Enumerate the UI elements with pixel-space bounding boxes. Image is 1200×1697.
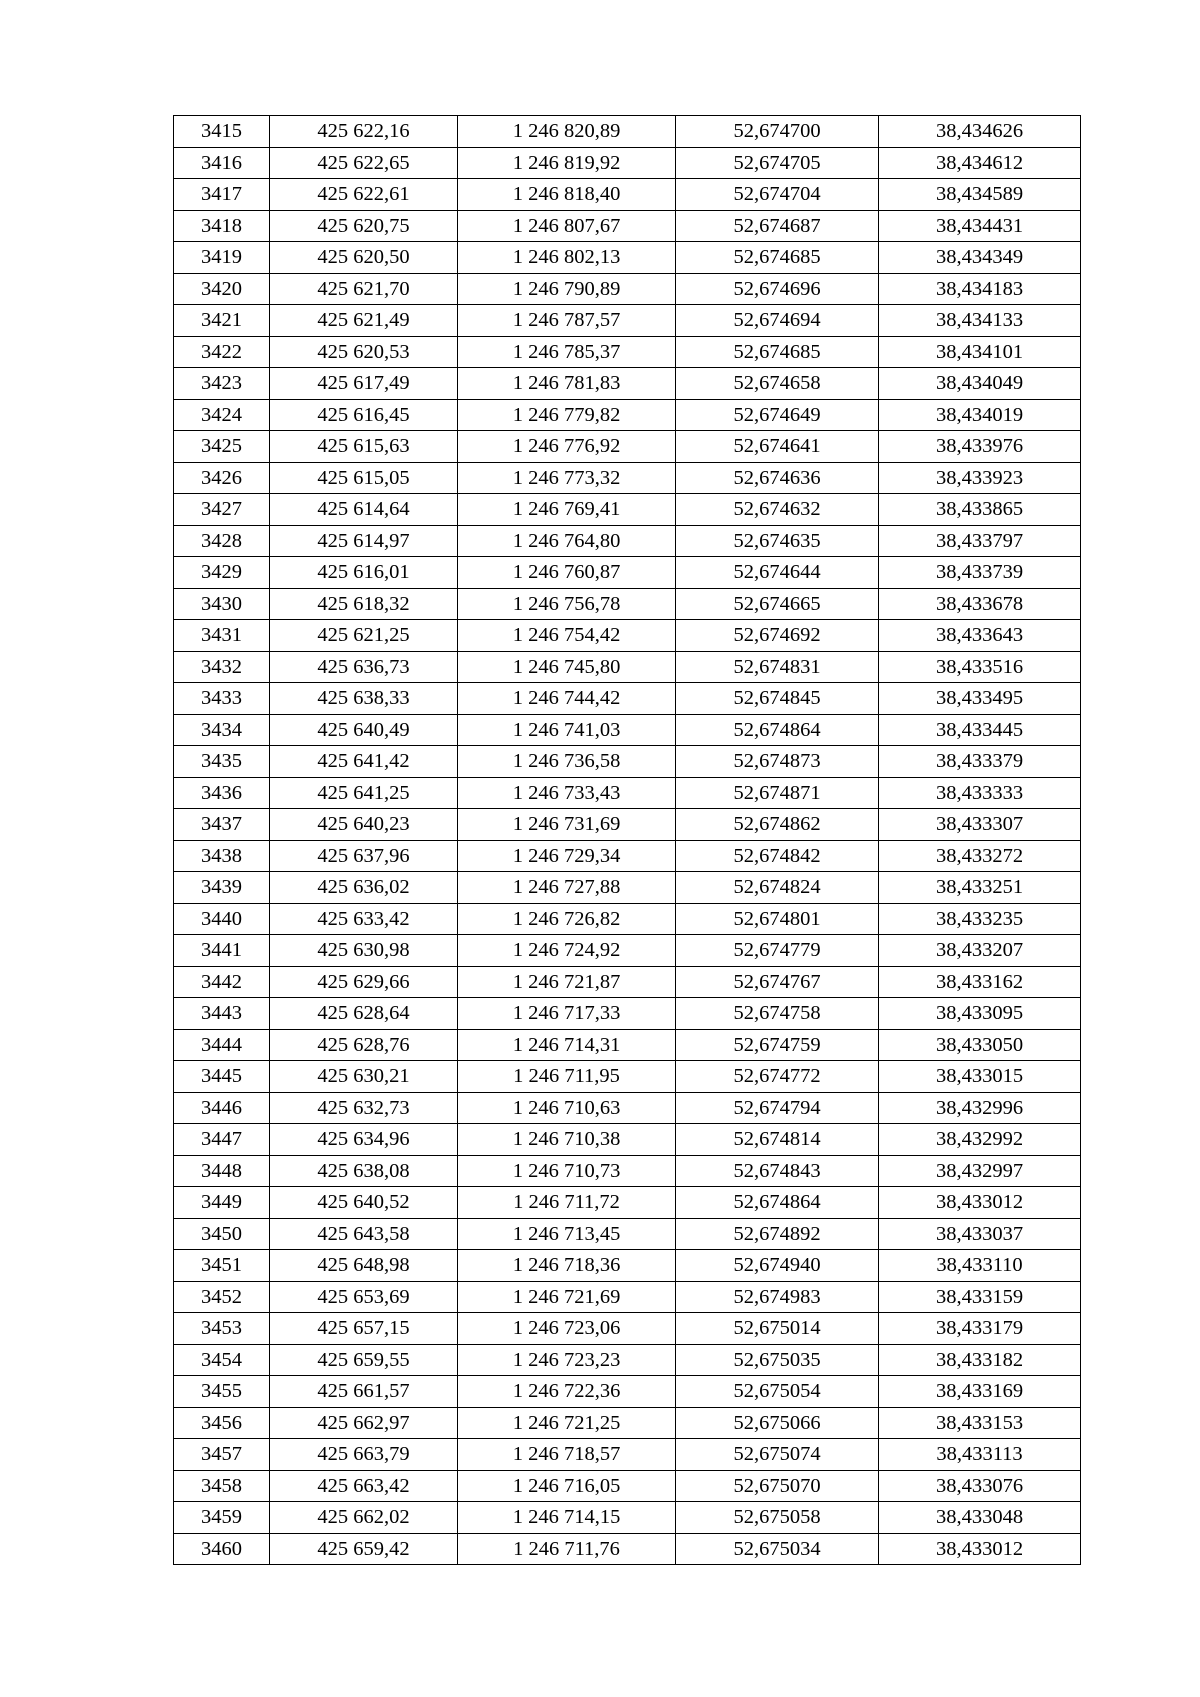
x-coordinate-cell: 425 657,15 <box>270 1313 458 1345</box>
point-number-cell: 3426 <box>174 462 270 494</box>
x-coordinate-cell: 425 614,64 <box>270 494 458 526</box>
point-number-cell: 3417 <box>174 179 270 211</box>
y-coordinate-cell: 1 246 785,37 <box>458 336 676 368</box>
longitude-cell: 38,434019 <box>879 399 1081 431</box>
x-coordinate-cell: 425 630,98 <box>270 935 458 967</box>
x-coordinate-cell: 425 615,63 <box>270 431 458 463</box>
table-row <box>174 557 1081 589</box>
x-coordinate-cell: 425 634,96 <box>270 1124 458 1156</box>
latitude-cell: 52,674814 <box>676 1124 879 1156</box>
point-number-cell: 3421 <box>174 305 270 337</box>
table-row <box>174 903 1081 935</box>
x-coordinate-cell: 425 661,57 <box>270 1376 458 1408</box>
y-coordinate-cell: 1 246 713,45 <box>458 1218 676 1250</box>
point-number-cell: 3419 <box>174 242 270 274</box>
point-number-cell: 3431 <box>174 620 270 652</box>
x-coordinate-cell: 425 648,98 <box>270 1250 458 1282</box>
table-row <box>174 809 1081 841</box>
y-coordinate-cell: 1 246 744,42 <box>458 683 676 715</box>
latitude-cell: 52,675034 <box>676 1533 879 1565</box>
latitude-cell: 52,674864 <box>676 714 879 746</box>
table-row <box>174 525 1081 557</box>
x-coordinate-cell: 425 636,73 <box>270 651 458 683</box>
y-coordinate-cell: 1 246 722,36 <box>458 1376 676 1408</box>
latitude-cell: 52,674705 <box>676 147 879 179</box>
x-coordinate-cell: 425 640,23 <box>270 809 458 841</box>
point-number-cell: 3427 <box>174 494 270 526</box>
longitude-cell: 38,432997 <box>879 1155 1081 1187</box>
x-coordinate-cell: 425 653,69 <box>270 1281 458 1313</box>
longitude-cell: 38,433037 <box>879 1218 1081 1250</box>
point-number-cell: 3447 <box>174 1124 270 1156</box>
y-coordinate-cell: 1 246 724,92 <box>458 935 676 967</box>
table-row <box>174 1124 1081 1156</box>
y-coordinate-cell: 1 246 710,63 <box>458 1092 676 1124</box>
latitude-cell: 52,674658 <box>676 368 879 400</box>
point-number-cell: 3433 <box>174 683 270 715</box>
latitude-cell: 52,674665 <box>676 588 879 620</box>
latitude-cell: 52,674779 <box>676 935 879 967</box>
y-coordinate-cell: 1 246 726,82 <box>458 903 676 935</box>
y-coordinate-cell: 1 246 710,38 <box>458 1124 676 1156</box>
x-coordinate-cell: 425 638,08 <box>270 1155 458 1187</box>
y-coordinate-cell: 1 246 721,69 <box>458 1281 676 1313</box>
longitude-cell: 38,433797 <box>879 525 1081 557</box>
longitude-cell: 38,433153 <box>879 1407 1081 1439</box>
longitude-cell: 38,433179 <box>879 1313 1081 1345</box>
latitude-cell: 52,674644 <box>676 557 879 589</box>
point-number-cell: 3449 <box>174 1187 270 1219</box>
point-number-cell: 3458 <box>174 1470 270 1502</box>
point-number-cell: 3420 <box>174 273 270 305</box>
x-coordinate-cell: 425 662,02 <box>270 1502 458 1534</box>
table-row <box>174 1376 1081 1408</box>
x-coordinate-cell: 425 638,33 <box>270 683 458 715</box>
point-number-cell: 3415 <box>174 116 270 148</box>
y-coordinate-cell: 1 246 711,95 <box>458 1061 676 1093</box>
x-coordinate-cell: 425 622,61 <box>270 179 458 211</box>
x-coordinate-cell: 425 640,49 <box>270 714 458 746</box>
y-coordinate-cell: 1 246 714,31 <box>458 1029 676 1061</box>
y-coordinate-cell: 1 246 781,83 <box>458 368 676 400</box>
latitude-cell: 52,674767 <box>676 966 879 998</box>
longitude-cell: 38,433976 <box>879 431 1081 463</box>
coordinates-table <box>173 115 1081 1565</box>
point-number-cell: 3435 <box>174 746 270 778</box>
longitude-cell: 38,434589 <box>879 179 1081 211</box>
longitude-cell: 38,433159 <box>879 1281 1081 1313</box>
latitude-cell: 52,674983 <box>676 1281 879 1313</box>
longitude-cell: 38,433923 <box>879 462 1081 494</box>
point-number-cell: 3452 <box>174 1281 270 1313</box>
table-row <box>174 840 1081 872</box>
table-row <box>174 1533 1081 1565</box>
y-coordinate-cell: 1 246 716,05 <box>458 1470 676 1502</box>
table-row <box>174 746 1081 778</box>
table-row <box>174 1344 1081 1376</box>
x-coordinate-cell: 425 641,42 <box>270 746 458 778</box>
table-row <box>174 179 1081 211</box>
y-coordinate-cell: 1 246 736,58 <box>458 746 676 778</box>
y-coordinate-cell: 1 246 764,80 <box>458 525 676 557</box>
longitude-cell: 38,433445 <box>879 714 1081 746</box>
table-row <box>174 242 1081 274</box>
longitude-cell: 38,434349 <box>879 242 1081 274</box>
x-coordinate-cell: 425 629,66 <box>270 966 458 998</box>
latitude-cell: 52,675035 <box>676 1344 879 1376</box>
point-number-cell: 3434 <box>174 714 270 746</box>
longitude-cell: 38,433110 <box>879 1250 1081 1282</box>
latitude-cell: 52,674794 <box>676 1092 879 1124</box>
latitude-cell: 52,674845 <box>676 683 879 715</box>
table-row <box>174 116 1081 148</box>
latitude-cell: 52,674641 <box>676 431 879 463</box>
point-number-cell: 3440 <box>174 903 270 935</box>
latitude-cell: 52,674758 <box>676 998 879 1030</box>
x-coordinate-cell: 425 614,97 <box>270 525 458 557</box>
longitude-cell: 38,433739 <box>879 557 1081 589</box>
latitude-cell: 52,674636 <box>676 462 879 494</box>
y-coordinate-cell: 1 246 819,92 <box>458 147 676 179</box>
table-row <box>174 1313 1081 1345</box>
y-coordinate-cell: 1 246 721,25 <box>458 1407 676 1439</box>
x-coordinate-cell: 425 620,75 <box>270 210 458 242</box>
x-coordinate-cell: 425 636,02 <box>270 872 458 904</box>
point-number-cell: 3454 <box>174 1344 270 1376</box>
latitude-cell: 52,675066 <box>676 1407 879 1439</box>
point-number-cell: 3442 <box>174 966 270 998</box>
latitude-cell: 52,674772 <box>676 1061 879 1093</box>
point-number-cell: 3459 <box>174 1502 270 1534</box>
point-number-cell: 3437 <box>174 809 270 841</box>
longitude-cell: 38,433012 <box>879 1533 1081 1565</box>
table-row <box>174 210 1081 242</box>
latitude-cell: 52,674843 <box>676 1155 879 1187</box>
x-coordinate-cell: 425 616,01 <box>270 557 458 589</box>
point-number-cell: 3460 <box>174 1533 270 1565</box>
x-coordinate-cell: 425 622,65 <box>270 147 458 179</box>
x-coordinate-cell: 425 659,42 <box>270 1533 458 1565</box>
longitude-cell: 38,433333 <box>879 777 1081 809</box>
table-row <box>174 1155 1081 1187</box>
x-coordinate-cell: 425 617,49 <box>270 368 458 400</box>
y-coordinate-cell: 1 246 754,42 <box>458 620 676 652</box>
table-row <box>174 336 1081 368</box>
latitude-cell: 52,675014 <box>676 1313 879 1345</box>
latitude-cell: 52,674831 <box>676 651 879 683</box>
point-number-cell: 3430 <box>174 588 270 620</box>
point-number-cell: 3416 <box>174 147 270 179</box>
longitude-cell: 38,433095 <box>879 998 1081 1030</box>
latitude-cell: 52,674824 <box>676 872 879 904</box>
latitude-cell: 52,675074 <box>676 1439 879 1471</box>
point-number-cell: 3445 <box>174 1061 270 1093</box>
point-number-cell: 3428 <box>174 525 270 557</box>
point-number-cell: 3424 <box>174 399 270 431</box>
latitude-cell: 52,674687 <box>676 210 879 242</box>
y-coordinate-cell: 1 246 820,89 <box>458 116 676 148</box>
table-row <box>174 399 1081 431</box>
latitude-cell: 52,674864 <box>676 1187 879 1219</box>
x-coordinate-cell: 425 622,16 <box>270 116 458 148</box>
longitude-cell: 38,432996 <box>879 1092 1081 1124</box>
longitude-cell: 38,433182 <box>879 1344 1081 1376</box>
point-number-cell: 3446 <box>174 1092 270 1124</box>
y-coordinate-cell: 1 246 776,92 <box>458 431 676 463</box>
longitude-cell: 38,433048 <box>879 1502 1081 1534</box>
longitude-cell: 38,433643 <box>879 620 1081 652</box>
table-row <box>174 935 1081 967</box>
x-coordinate-cell: 425 616,45 <box>270 399 458 431</box>
point-number-cell: 3436 <box>174 777 270 809</box>
latitude-cell: 52,674632 <box>676 494 879 526</box>
table-row <box>174 777 1081 809</box>
table-row <box>174 1281 1081 1313</box>
y-coordinate-cell: 1 246 718,36 <box>458 1250 676 1282</box>
table-row <box>174 683 1081 715</box>
table-row <box>174 588 1081 620</box>
table-row <box>174 620 1081 652</box>
x-coordinate-cell: 425 621,49 <box>270 305 458 337</box>
longitude-cell: 38,433169 <box>879 1376 1081 1408</box>
point-number-cell: 3432 <box>174 651 270 683</box>
longitude-cell: 38,433235 <box>879 903 1081 935</box>
longitude-cell: 38,433865 <box>879 494 1081 526</box>
table-row <box>174 1218 1081 1250</box>
latitude-cell: 52,674635 <box>676 525 879 557</box>
coordinates-table-body <box>174 116 1081 1565</box>
y-coordinate-cell: 1 246 818,40 <box>458 179 676 211</box>
point-number-cell: 3457 <box>174 1439 270 1471</box>
longitude-cell: 38,434101 <box>879 336 1081 368</box>
longitude-cell: 38,433251 <box>879 872 1081 904</box>
y-coordinate-cell: 1 246 717,33 <box>458 998 676 1030</box>
x-coordinate-cell: 425 628,76 <box>270 1029 458 1061</box>
y-coordinate-cell: 1 246 745,80 <box>458 651 676 683</box>
latitude-cell: 52,674685 <box>676 242 879 274</box>
longitude-cell: 38,434183 <box>879 273 1081 305</box>
point-number-cell: 3425 <box>174 431 270 463</box>
table-row <box>174 714 1081 746</box>
longitude-cell: 38,433272 <box>879 840 1081 872</box>
longitude-cell: 38,433015 <box>879 1061 1081 1093</box>
x-coordinate-cell: 425 663,79 <box>270 1439 458 1471</box>
y-coordinate-cell: 1 246 769,41 <box>458 494 676 526</box>
y-coordinate-cell: 1 246 710,73 <box>458 1155 676 1187</box>
y-coordinate-cell: 1 246 711,76 <box>458 1533 676 1565</box>
longitude-cell: 38,432992 <box>879 1124 1081 1156</box>
y-coordinate-cell: 1 246 779,82 <box>458 399 676 431</box>
table-row <box>174 368 1081 400</box>
latitude-cell: 52,674862 <box>676 809 879 841</box>
point-number-cell: 3438 <box>174 840 270 872</box>
y-coordinate-cell: 1 246 773,32 <box>458 462 676 494</box>
table-row <box>174 966 1081 998</box>
longitude-cell: 38,433113 <box>879 1439 1081 1471</box>
latitude-cell: 52,674892 <box>676 1218 879 1250</box>
point-number-cell: 3448 <box>174 1155 270 1187</box>
latitude-cell: 52,674873 <box>676 746 879 778</box>
table-row <box>174 1250 1081 1282</box>
latitude-cell: 52,674871 <box>676 777 879 809</box>
table-row <box>174 998 1081 1030</box>
x-coordinate-cell: 425 640,52 <box>270 1187 458 1219</box>
latitude-cell: 52,675070 <box>676 1470 879 1502</box>
table-row <box>174 651 1081 683</box>
y-coordinate-cell: 1 246 721,87 <box>458 966 676 998</box>
point-number-cell: 3418 <box>174 210 270 242</box>
x-coordinate-cell: 425 620,53 <box>270 336 458 368</box>
y-coordinate-cell: 1 246 727,88 <box>458 872 676 904</box>
latitude-cell: 52,674685 <box>676 336 879 368</box>
longitude-cell: 38,433207 <box>879 935 1081 967</box>
y-coordinate-cell: 1 246 714,15 <box>458 1502 676 1534</box>
table-row <box>174 273 1081 305</box>
point-number-cell: 3453 <box>174 1313 270 1345</box>
latitude-cell: 52,674704 <box>676 179 879 211</box>
table-row <box>174 1470 1081 1502</box>
longitude-cell: 38,433516 <box>879 651 1081 683</box>
point-number-cell: 3439 <box>174 872 270 904</box>
y-coordinate-cell: 1 246 741,03 <box>458 714 676 746</box>
x-coordinate-cell: 425 632,73 <box>270 1092 458 1124</box>
latitude-cell: 52,674692 <box>676 620 879 652</box>
longitude-cell: 38,433162 <box>879 966 1081 998</box>
y-coordinate-cell: 1 246 731,69 <box>458 809 676 841</box>
longitude-cell: 38,434612 <box>879 147 1081 179</box>
point-number-cell: 3455 <box>174 1376 270 1408</box>
longitude-cell: 38,433076 <box>879 1470 1081 1502</box>
point-number-cell: 3422 <box>174 336 270 368</box>
longitude-cell: 38,433050 <box>879 1029 1081 1061</box>
longitude-cell: 38,433495 <box>879 683 1081 715</box>
y-coordinate-cell: 1 246 807,67 <box>458 210 676 242</box>
latitude-cell: 52,674694 <box>676 305 879 337</box>
y-coordinate-cell: 1 246 790,89 <box>458 273 676 305</box>
latitude-cell: 52,674649 <box>676 399 879 431</box>
table-row <box>174 462 1081 494</box>
latitude-cell: 52,675054 <box>676 1376 879 1408</box>
table-row <box>174 305 1081 337</box>
y-coordinate-cell: 1 246 723,06 <box>458 1313 676 1345</box>
latitude-cell: 52,674700 <box>676 116 879 148</box>
table-row <box>174 1092 1081 1124</box>
longitude-cell: 38,434431 <box>879 210 1081 242</box>
table-row <box>174 147 1081 179</box>
point-number-cell: 3444 <box>174 1029 270 1061</box>
point-number-cell: 3429 <box>174 557 270 589</box>
latitude-cell: 52,674801 <box>676 903 879 935</box>
x-coordinate-cell: 425 637,96 <box>270 840 458 872</box>
y-coordinate-cell: 1 246 723,23 <box>458 1344 676 1376</box>
latitude-cell: 52,674696 <box>676 273 879 305</box>
point-number-cell: 3450 <box>174 1218 270 1250</box>
y-coordinate-cell: 1 246 729,34 <box>458 840 676 872</box>
table-row <box>174 494 1081 526</box>
x-coordinate-cell: 425 621,25 <box>270 620 458 652</box>
table-row <box>174 1061 1081 1093</box>
longitude-cell: 38,433307 <box>879 809 1081 841</box>
table-row <box>174 1439 1081 1471</box>
table-row <box>174 431 1081 463</box>
y-coordinate-cell: 1 246 711,72 <box>458 1187 676 1219</box>
point-number-cell: 3441 <box>174 935 270 967</box>
x-coordinate-cell: 425 641,25 <box>270 777 458 809</box>
point-number-cell: 3456 <box>174 1407 270 1439</box>
point-number-cell: 3423 <box>174 368 270 400</box>
longitude-cell: 38,433012 <box>879 1187 1081 1219</box>
longitude-cell: 38,433379 <box>879 746 1081 778</box>
table-row <box>174 872 1081 904</box>
latitude-cell: 52,674842 <box>676 840 879 872</box>
y-coordinate-cell: 1 246 756,78 <box>458 588 676 620</box>
x-coordinate-cell: 425 659,55 <box>270 1344 458 1376</box>
y-coordinate-cell: 1 246 787,57 <box>458 305 676 337</box>
x-coordinate-cell: 425 618,32 <box>270 588 458 620</box>
latitude-cell: 52,674759 <box>676 1029 879 1061</box>
longitude-cell: 38,434133 <box>879 305 1081 337</box>
point-number-cell: 3451 <box>174 1250 270 1282</box>
y-coordinate-cell: 1 246 760,87 <box>458 557 676 589</box>
longitude-cell: 38,434626 <box>879 116 1081 148</box>
longitude-cell: 38,434049 <box>879 368 1081 400</box>
latitude-cell: 52,674940 <box>676 1250 879 1282</box>
y-coordinate-cell: 1 246 733,43 <box>458 777 676 809</box>
longitude-cell: 38,433678 <box>879 588 1081 620</box>
table-row <box>174 1502 1081 1534</box>
table-row <box>174 1187 1081 1219</box>
table-row <box>174 1407 1081 1439</box>
y-coordinate-cell: 1 246 802,13 <box>458 242 676 274</box>
y-coordinate-cell: 1 246 718,57 <box>458 1439 676 1471</box>
table-row <box>174 1029 1081 1061</box>
x-coordinate-cell: 425 621,70 <box>270 273 458 305</box>
x-coordinate-cell: 425 662,97 <box>270 1407 458 1439</box>
x-coordinate-cell: 425 663,42 <box>270 1470 458 1502</box>
x-coordinate-cell: 425 615,05 <box>270 462 458 494</box>
x-coordinate-cell: 425 643,58 <box>270 1218 458 1250</box>
x-coordinate-cell: 425 620,50 <box>270 242 458 274</box>
x-coordinate-cell: 425 630,21 <box>270 1061 458 1093</box>
point-number-cell: 3443 <box>174 998 270 1030</box>
latitude-cell: 52,675058 <box>676 1502 879 1534</box>
x-coordinate-cell: 425 628,64 <box>270 998 458 1030</box>
x-coordinate-cell: 425 633,42 <box>270 903 458 935</box>
